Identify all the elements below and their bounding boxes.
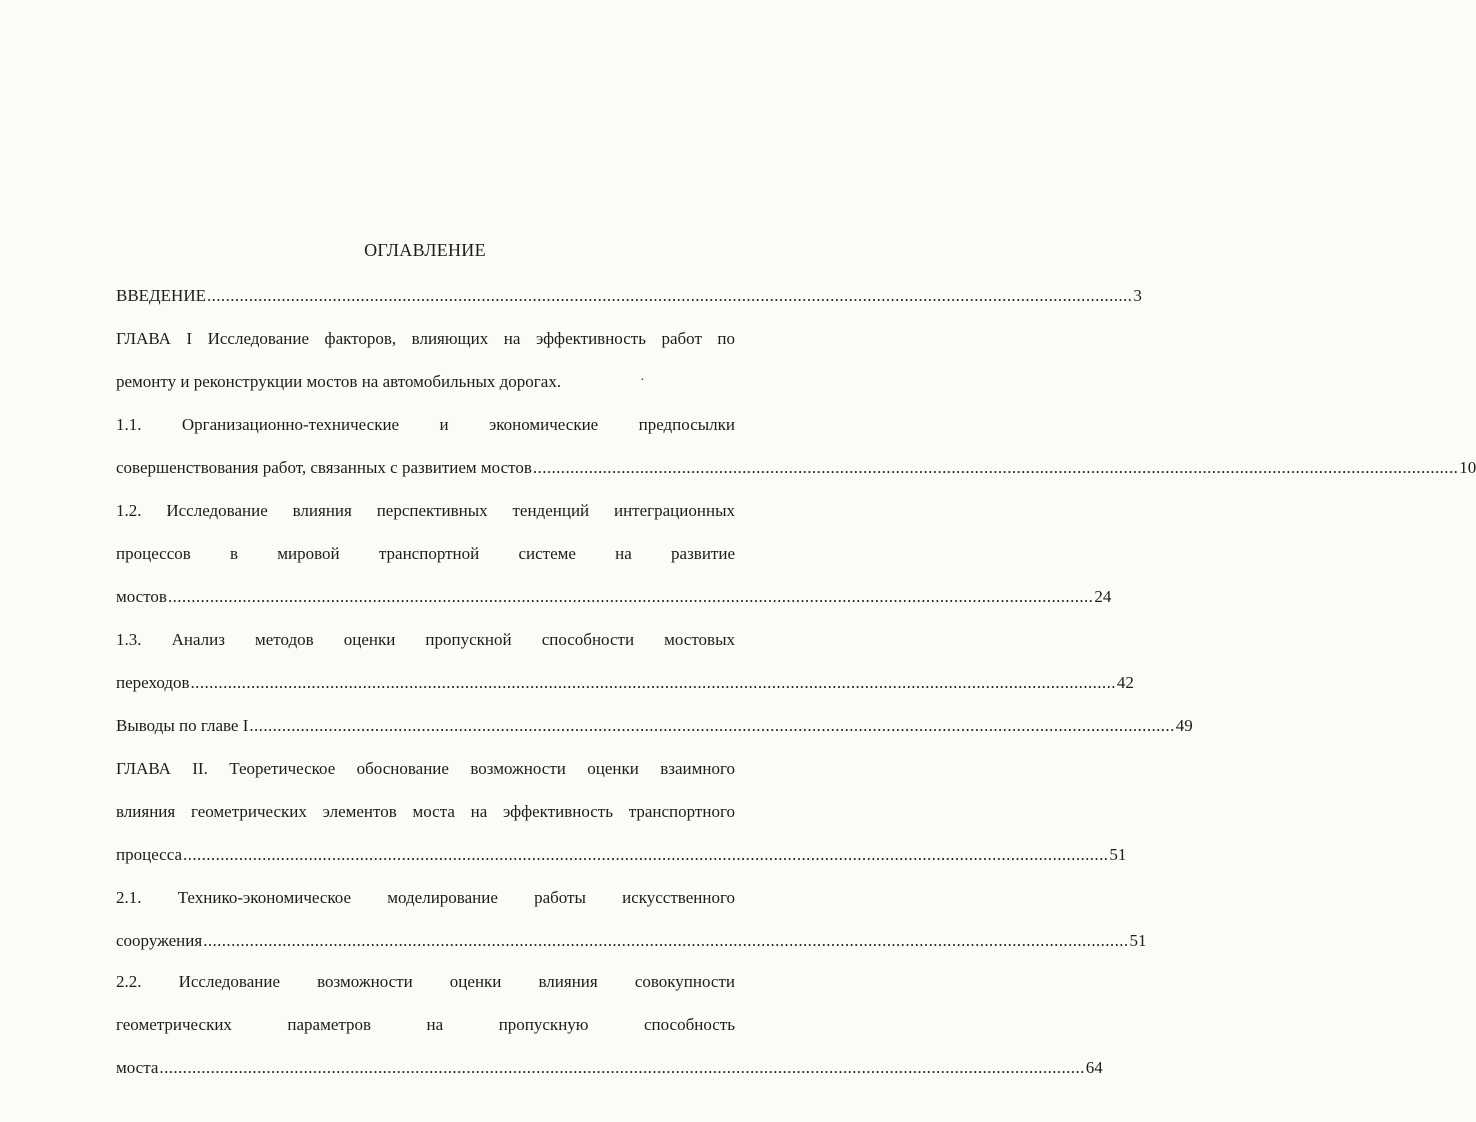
dot-leader: ....................................................................................................................................................................................................... [206, 286, 1133, 305]
toc-entry-text: сооружения [116, 931, 203, 950]
toc-entry-1-2-line-1: 1.2. Исследование влияния перспективных тенденций интеграционных [116, 501, 735, 520]
toc-entry-chapter-2-line-1: ГЛАВА II. Теоретическое обоснование возможности оценки взаимного [116, 759, 735, 778]
toc-entry-conclusions-1 [116, 714, 1193, 738]
page-number: 10 [1459, 458, 1476, 477]
dot-leader: ....................................................................................................................................................................................................... [183, 845, 1109, 864]
page-number: 51 [1129, 931, 1147, 950]
dot-leader: ....................................................................................................................................................................................................... [190, 673, 1116, 692]
toc-entry-intro [116, 284, 1142, 308]
page-number: 64 [1085, 1058, 1103, 1077]
page-number: 42 [1116, 673, 1134, 692]
toc-entry-2-1-line-2 [116, 929, 1147, 953]
toc-entry-chapter-1-line-1: ГЛАВА I Исследование факторов, влияющих на эффективность работ по [116, 329, 735, 348]
toc-entry-1-1-line-1: 1.1. Организационно-технические и экономические предпосылки [116, 415, 735, 434]
dot-leader: ....................................................................................................................................................................................................... [159, 1058, 1085, 1077]
dot-leader: ....................................................................................................................................................................................................... [203, 931, 1129, 950]
toc-entry-1-2-line-3 [116, 585, 1112, 609]
toc-entry-chapter-2-line-3 [116, 843, 1127, 867]
page-number: 51 [1109, 845, 1127, 864]
toc-entry-text: совершенствования работ, связанных с развитием мостов [116, 458, 532, 477]
page-number: 24 [1094, 587, 1112, 606]
toc-entry-text: мостов [116, 587, 167, 606]
toc-entry-chapter-2-line-2: влияния геометрических элементов моста на эффективность транспортного [116, 802, 735, 821]
page-title: ОГЛАВЛЕНИЕ [364, 240, 486, 260]
toc-entry-1-2-line-2: процессов в мировой транспортной системе на развитие [116, 544, 735, 563]
toc-entry-chapter-1-line-2: ремонту и реконструкции мостов на автомобильных дорогах. [116, 372, 562, 391]
dot-leader: ....................................................................................................................................................................................................... [532, 458, 1459, 477]
toc-entry-2-2-line-2: геометрических параметров на пропускную способность [116, 1015, 735, 1034]
toc-entry-1-3-line-2 [116, 671, 1134, 695]
scan-speck: · [640, 373, 645, 388]
toc-entry-text: переходов [116, 673, 190, 692]
toc-entry-2-1-line-1: 2.1. Технико-экономическое моделирование работы искусственного [116, 888, 735, 907]
toc-entry-text: Выводы по главе I [116, 716, 249, 735]
toc-entry-1-3-line-1: 1.3. Анализ методов оценки пропускной способности мостовых [116, 630, 735, 649]
toc-entry-text: моста [116, 1058, 159, 1077]
toc-entry-text: процесса [116, 845, 183, 864]
page-number: 3 [1133, 286, 1142, 305]
toc-entry-2-2-line-1: 2.2. Исследование возможности оценки влияния совокупности [116, 972, 735, 991]
page-number: 49 [1175, 716, 1193, 735]
toc-entry-1-1-line-2 [116, 456, 1476, 480]
dot-leader: ....................................................................................................................................................................................................... [249, 716, 1175, 735]
dot-leader: ....................................................................................................................................................................................................... [167, 587, 1094, 606]
toc-entry-text: ВВЕДЕНИЕ [116, 286, 206, 305]
toc-entry-2-2-line-3 [116, 1056, 1103, 1080]
